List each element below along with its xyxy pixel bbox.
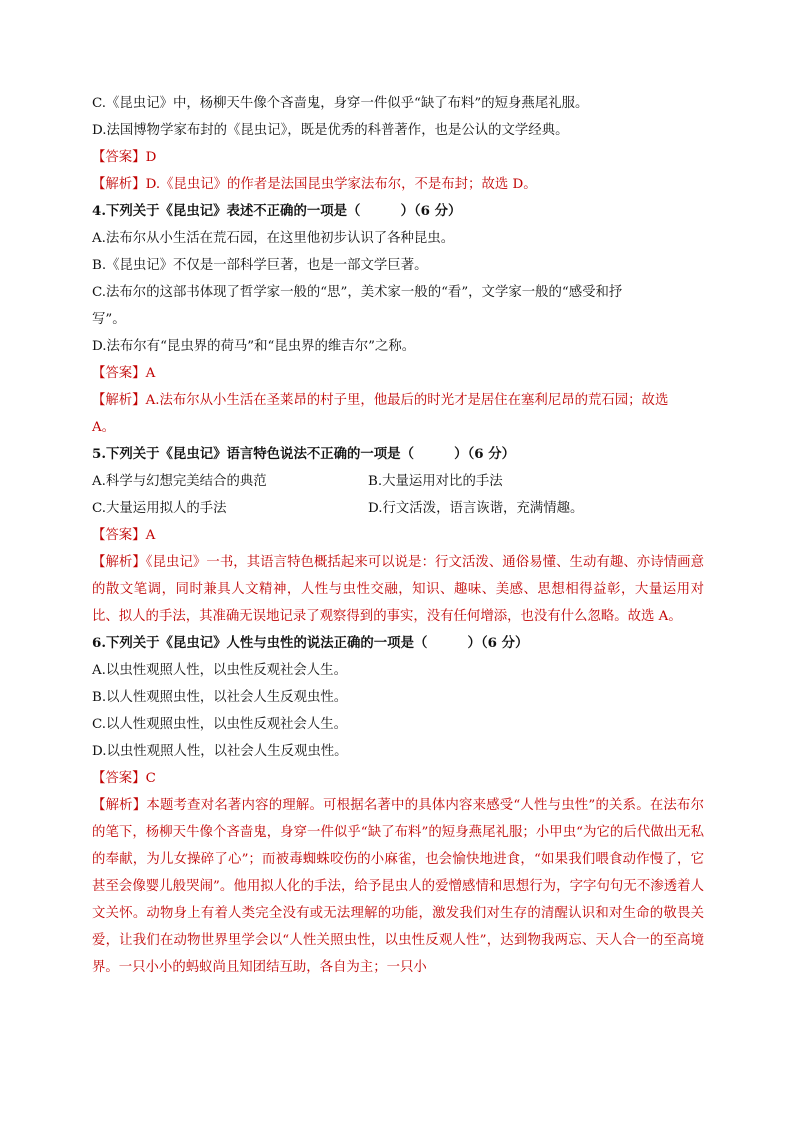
question-6-stem: 6.下列关于《昆虫记》人性与虫性的说法正确的一项是（ ）（6 分） [92, 635, 529, 651]
q5-option-b: B.大量运用对比的手法 [368, 474, 503, 489]
q6-option-d: D.以虫性观照人性，以社会人生反观虫性。 [92, 744, 348, 759]
q4-option-d: D.法布尔有“昆虫界的荷马”和“昆虫界的维吉尔”之称。 [92, 339, 416, 354]
option-d-prev: D.法国博物学家布封的《昆虫记》，既是优秀的科普著作，也是公认的文学经典。 [92, 123, 569, 138]
analysis-label: 【解析】 [92, 177, 146, 192]
analysis-q4-line2: A。 [92, 420, 116, 435]
answer-label: 【答案】 [92, 150, 146, 165]
analysis-text: 《昆虫记》一书，其语言特色概括起来可以说是：行文活泼、通俗易懂、生动有趣、亦诗情画意的散文笔调，同时兼具人文精神，人性与虫性交融，知识、趣味、美感、思想相得益彰，大量运用对比、拟人的手法，其准确无误地记录了观察得到的事实，没有任何增添，也没有什么忽略。故选 A。 [92, 555, 705, 624]
q6-option-a: A.以虫性观照人性，以虫性反观社会人生。 [92, 663, 347, 678]
question-5-stem: 5.下列关于《昆虫记》语言特色说法不正确的一项是（ ）（6 分） [92, 446, 515, 462]
answer-q4 [92, 360, 704, 387]
answer-q3 [92, 144, 704, 171]
answer-value: D [145, 150, 157, 165]
document-page [92, 90, 704, 981]
analysis-q6 [92, 792, 704, 981]
analysis-label: 【解析】 [92, 555, 146, 570]
analysis-q4-line1 [92, 387, 704, 414]
answer-label: 【答案】 [92, 771, 146, 786]
analysis-text: A.法布尔从小生活在圣莱昂的村子里，他最后的时光才是居住在塞利尼昂的荒石园；故选 [145, 393, 669, 408]
q4-option-a: A.法布尔从小生活在荒石园，在这里他初步认识了各种昆虫。 [92, 231, 455, 246]
analysis-label: 【解析】 [92, 798, 147, 813]
analysis-label: 【解析】 [92, 393, 146, 408]
analysis-text: D.《昆虫记》的作者是法国昆虫学家法布尔，不是布封；故选 D。 [145, 177, 537, 192]
q5-option-a: A.科学与幻想完美结合的典范 [92, 474, 267, 489]
analysis-q5 [92, 549, 704, 630]
q4-option-c-line2: 写”。 [92, 312, 126, 327]
option-c-prev: C.《昆虫记》中，杨柳天牛像个吝啬鬼，身穿一件似乎“缺了布料”的短身燕尾礼服。 [92, 96, 589, 111]
answer-q5 [92, 522, 704, 549]
q5-option-d: D.行文活泼，语言诙谐，充满情趣。 [368, 501, 584, 516]
q4-option-c-line1: C.法布尔的这部书体现了哲学家一般的“思”，美术家一般的“看”，文学家一般的“感受和抒 [92, 285, 623, 300]
answer-q6 [92, 765, 704, 792]
q6-option-b: B.以人性观照虫性，以社会人生反观虫性。 [92, 690, 348, 705]
q6-option-c: C.以人性观照虫性，以虫性反观社会人生。 [92, 717, 348, 732]
analysis-q3 [92, 171, 704, 198]
q4-option-b: B.《昆虫记》不仅是一部科学巨著，也是一部文学巨著。 [92, 258, 428, 273]
answer-value: A [145, 528, 156, 543]
q5-option-c: C.大量运用拟人的手法 [92, 501, 227, 516]
q5-options-row2 [92, 495, 704, 522]
answer-value: C [145, 771, 156, 786]
question-4-stem: 4.下列关于《昆虫记》表述不正确的一项是（ ）（6 分） [92, 203, 462, 219]
analysis-text: 本题考查对名著内容的理解。可根据名著中的具体内容来感受“人性与虫性”的关系。在法布尔的笔下，杨柳天牛像个吝啬鬼，身穿一件似乎“缺了布料”的短身燕尾礼服；小甲虫“为它的后代做出无私的奉献，为儿女操碎了心”；而被毒蜘蛛咬伤的小麻雀，也会愉快地进食，“如果我们喂食动作慢了，它甚至会像婴儿般哭闹”。他用拟人化的手法，给予昆虫人的爱憎感情和思想行为，字字句句无不渗透着人文关怀。动物身上有着人类完全没有或无法理解的功能，激发我们对生存的清醒认识和对生命的敬畏关爱，让我们在动物世界里学会以“人性关照虫性，以虫性反观人性”，达到物我两忘、天人合一的至高境界。一只小小的蚂蚁尚且知团结互助，各自为主；一只小 [92, 798, 704, 975]
answer-value: A [145, 366, 156, 381]
q5-options-row1 [92, 468, 704, 495]
answer-label: 【答案】 [92, 528, 146, 543]
answer-label: 【答案】 [92, 366, 146, 381]
